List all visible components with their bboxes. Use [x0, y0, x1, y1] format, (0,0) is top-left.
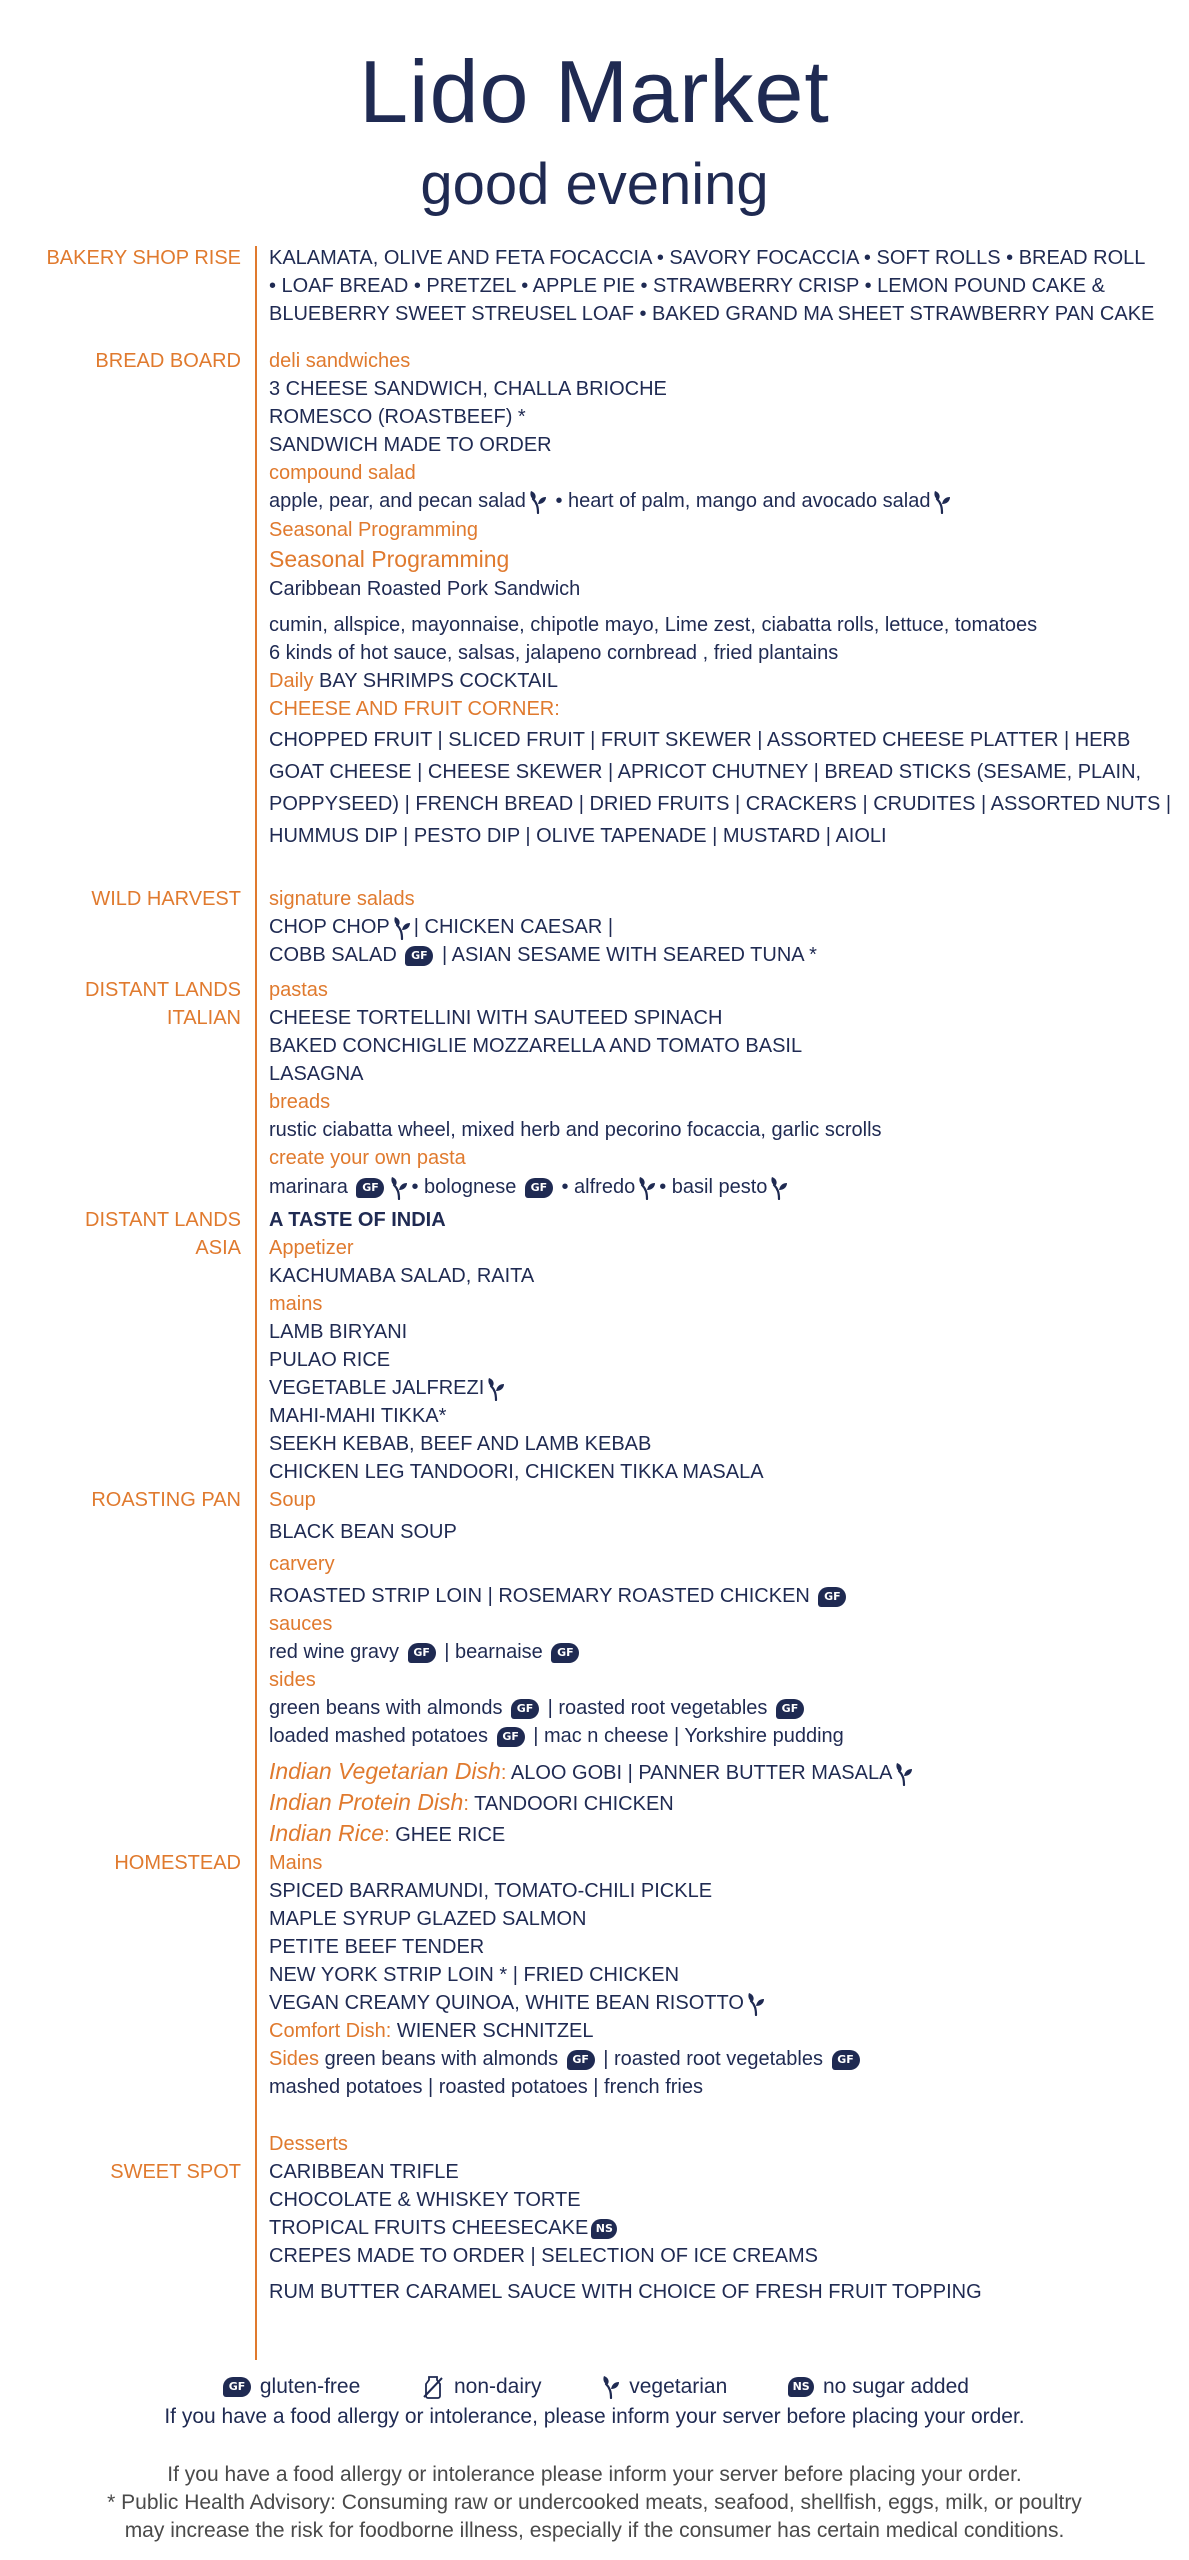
menu-line: [269, 487, 954, 515]
allergy-notice-secondary: If you have a food allergy or intolerance please inform your server before placing your order.: [167, 2463, 1022, 2486]
gluten-free-icon: GF: [818, 1587, 846, 1607]
gluten-free-icon: GF: [567, 2050, 595, 2070]
section-roasting-pan: ROASTING PAN: [91, 1489, 241, 1511]
menu-line: SEEKH KEBAB, BEEF AND LAMB KEBAB: [269, 1433, 652, 1455]
subheading: Appetizer: [269, 1237, 354, 1259]
menu-line: MAPLE SYRUP GLAZED SALMON: [269, 1908, 587, 1930]
legend-item: [220, 2375, 360, 2398]
health-advisory: may increase the risk for foodborne illness, especially if the consumer has certain medical conditions.: [124, 2519, 1065, 2542]
non-dairy-icon: [421, 2375, 445, 2399]
gluten-free-icon: GF: [497, 1727, 525, 1747]
menu-line: mashed potatoes | roasted potatoes | french fries: [269, 2076, 703, 2098]
section-label: DISTANT LANDS: [85, 979, 241, 1001]
subheading: CHEESE AND FRUIT CORNER:: [269, 698, 560, 720]
menu-item: red wine gravy: [269, 1641, 400, 1663]
menu-item: | roasted root vegetables: [603, 2048, 823, 2070]
menu-line: KALAMATA, OLIVE AND FETA FOCACCIA • SAVORY FOCACCIA • SOFT ROLLS • BREAD ROLL: [269, 247, 1146, 269]
subheading: Mains: [269, 1852, 323, 1874]
menu-item: ROASTED STRIP LOIN | ROSEMARY ROASTED CHICKEN: [269, 1585, 810, 1607]
menu-line: HUMMUS DIP | PESTO DIP | OLIVE TAPENADE | MUSTARD | AIOLI: [269, 825, 887, 847]
legend: [0, 2372, 1189, 2402]
menu-item: | bearnaise: [444, 1641, 543, 1663]
menu-line: rustic ciabatta wheel, mixed herb and pecorino focaccia, garlic scrolls: [269, 1119, 882, 1141]
subheading: carvery: [269, 1553, 335, 1575]
vegetarian-icon: [770, 1176, 788, 1200]
health-advisory: * Public Health Advisory: Consuming raw or undercooked meats, seafood, shellfish, eggs, milk, or poultry: [107, 2491, 1082, 2514]
menu-line: KACHUMABA SALAD, RAITA: [269, 1265, 535, 1287]
menu-item: CHOP CHOP: [269, 916, 390, 938]
menu-line: Caribbean Roasted Pork Sandwich: [269, 578, 581, 600]
no-sugar-icon: NS: [591, 2219, 617, 2239]
menu-line: PULAO RICE: [269, 1349, 391, 1371]
menu-item: | ASIAN SESAME WITH SEARED TUNA *: [441, 944, 817, 966]
menu-line: [269, 2214, 620, 2242]
menu-line: GOAT CHEESE | CHEESE SKEWER | APRICOT CHUTNEY | BREAD STICKS (SESAME, PLAIN,: [269, 761, 1142, 783]
vegetarian-icon: [529, 490, 547, 514]
menu-item: | roasted root vegetables: [547, 1697, 768, 1719]
label: Daily: [269, 670, 314, 692]
vegetarian-icon: [638, 1176, 656, 1200]
subheading: compound salad: [269, 462, 416, 484]
menu-line: CARIBBEAN TRIFLE: [269, 2161, 459, 2183]
menu-line: CHEESE TORTELLINI WITH SAUTEED SPINACH: [269, 1007, 723, 1029]
page-title: Lido Market: [359, 42, 830, 141]
menu-line: BAKED CONCHIGLIE MOZZARELLA AND TOMATO BASIL: [269, 1035, 803, 1057]
menu-line: CHICKEN LEG TANDOORI, CHICKEN TIKKA MASALA: [269, 1461, 764, 1483]
vegetarian-icon: [602, 2375, 620, 2399]
menu-item: TROPICAL FRUITS CHEESECAKE: [269, 2217, 589, 2239]
legend-label: non-dairy: [453, 2375, 542, 2398]
subheading: Soup: [269, 1489, 316, 1511]
menu-line: • LOAF BREAD • PRETZEL • APPLE PIE • STRAWBERRY CRISP • LEMON POUND CAKE &: [269, 275, 1105, 297]
legend-item: [785, 2375, 969, 2398]
allergy-notice: If you have a food allergy or intolerance, please inform your server before placing your order.: [164, 2405, 1025, 2428]
menu-divider: [255, 246, 257, 2360]
section-label: DISTANT LANDS: [85, 1209, 241, 1231]
label: Indian Rice: [269, 1820, 385, 1846]
menu-item: green beans with almonds: [324, 2048, 559, 2070]
gluten-free-icon: GF: [511, 1699, 539, 1719]
menu-item: GHEE RICE: [395, 1824, 506, 1846]
gluten-free-icon: GF: [832, 2050, 860, 2070]
legend-item: [599, 2375, 727, 2398]
menu-line: 6 kinds of hot sauce, salsas, jalapeno cornbread , fried plantains: [269, 642, 839, 664]
legend-label: gluten-free: [259, 2375, 361, 2398]
menu-item: VEGAN CREAMY QUINOA, WHITE BEAN RISOTTO: [269, 1992, 744, 2014]
menu-line: BLUEBERRY SWEET STREUSEL LOAF • BAKED GRAND MA SHEET STRAWBERRY PAN CAKE: [269, 303, 1155, 325]
page-subtitle: good evening: [420, 152, 769, 217]
menu-line: [269, 1374, 508, 1402]
vegetarian-icon: [895, 1762, 913, 1786]
subheading: breads: [269, 1091, 331, 1113]
menu-line: [269, 1989, 768, 2017]
menu-item: • basil pesto: [659, 1176, 768, 1198]
menu-line: [269, 1173, 791, 1201]
menu-item: WIENER SCHNITZEL: [396, 2020, 594, 2042]
subheading: pastas: [269, 979, 328, 1001]
menu-line: Indian Vegetarian Dish: ALOO GOBI | PANNER BUTTER MASALA: [269, 1757, 916, 1787]
menu-item: VEGETABLE JALFREZI: [269, 1377, 485, 1399]
legend-item: [418, 2375, 547, 2398]
section-wild-harvest: WILD HARVEST: [91, 888, 241, 910]
menu-item: ALOO GOBI | PANNER BUTTER MASALA: [510, 1762, 893, 1784]
menu-line: [269, 1694, 807, 1722]
menu-item: TANDOORI CHICKEN: [474, 1793, 674, 1815]
subheading: sauces: [269, 1613, 333, 1635]
gluten-free-icon: GF: [356, 1178, 384, 1198]
menu-item: BAY SHRIMPS COCKTAIL: [319, 670, 558, 692]
menu-item: apple, pear, and pecan salad: [269, 490, 526, 512]
subheading: Seasonal Programming: [269, 546, 510, 572]
subheading: A TASTE OF INDIA: [269, 1209, 446, 1231]
menu-item: green beans with almonds: [269, 1697, 503, 1719]
section-bakery-shop-rise: BAKERY SHOP RISE: [46, 247, 241, 269]
subheading: Seasonal Programming: [269, 519, 478, 541]
menu-item: | CHICKEN CAESAR |: [413, 916, 614, 938]
section-label: ITALIAN: [166, 1007, 241, 1029]
section-bread-board: BREAD BOARD: [95, 350, 241, 372]
menu-line: LAMB BIRYANI: [269, 1321, 408, 1343]
gluten-free-icon: GF: [525, 1178, 553, 1198]
subheading: signature salads: [269, 888, 415, 910]
legend-label: vegetarian: [629, 2375, 728, 2398]
label: Indian Vegetarian Dish: [269, 1758, 501, 1784]
vegetarian-icon: [933, 490, 951, 514]
gluten-free-icon: GF: [223, 2377, 251, 2397]
menu-line: CHOCOLATE & WHISKEY TORTE: [269, 2189, 581, 2211]
menu-item: • heart of palm, mango and avocado salad: [555, 490, 931, 512]
menu-line: [269, 913, 613, 941]
menu-line: POPPYSEED) | FRENCH BREAD | DRIED FRUITS | CRACKERS | CRUDITES | ASSORTED NUTS |: [269, 793, 1172, 815]
gluten-free-icon: GF: [551, 1643, 579, 1663]
vegetarian-icon: [393, 916, 411, 940]
menu-line: ROMESCO (ROASTBEEF) *: [269, 406, 526, 428]
subheading: mains: [269, 1293, 323, 1315]
subheading: deli sandwiches: [269, 350, 411, 372]
menu-line: Indian Protein Dish: TANDOORI CHICKEN: [269, 1789, 674, 1815]
subheading: sides: [269, 1669, 316, 1691]
menu-line: NEW YORK STRIP LOIN * | FRIED CHICKEN: [269, 1964, 680, 1986]
label: Sides: [269, 2048, 320, 2070]
gluten-free-icon: GF: [776, 1699, 804, 1719]
menu-line: [269, 1582, 849, 1610]
label: Indian Protein Dish: [269, 1789, 464, 1815]
legend-label: no sugar added: [822, 2375, 969, 2398]
menu-line: CREPES MADE TO ORDER | SELECTION OF ICE CREAMS: [269, 2245, 818, 2267]
section-sweet-spot: SWEET SPOT: [110, 2161, 241, 2183]
menu-line: 3 CHEESE SANDWICH, CHALLA BRIOCHE: [269, 378, 667, 400]
menu-line: cumin, allspice, mayonnaise, chipotle mayo, Lime zest, ciabatta rolls, lettuce, tomatoes: [269, 614, 1038, 636]
menu-item: marinara: [269, 1176, 348, 1198]
menu-line: [269, 1722, 844, 1750]
menu-line: SANDWICH MADE TO ORDER: [269, 434, 552, 456]
menu-line: CHOPPED FRUIT | SLICED FRUIT | FRUIT SKEWER | ASSORTED CHEESE PLATTER | HERB: [269, 729, 1131, 751]
menu-line: [269, 941, 817, 969]
menu-item: • bolognese: [411, 1176, 517, 1198]
subheading: Desserts: [269, 2133, 348, 2155]
section-distant-lands-asia: [21, 1206, 241, 1262]
menu-item: loaded mashed potatoes: [269, 1725, 489, 1747]
section-homestead: HOMESTEAD: [114, 1852, 241, 1874]
menu-line: [269, 2045, 863, 2073]
menu-line: [269, 667, 558, 695]
menu-line: LASAGNA: [269, 1063, 364, 1085]
menu-line: [269, 1638, 582, 1666]
section-label: ASIA: [195, 1237, 241, 1259]
section-distant-lands-italian: [21, 976, 241, 1032]
menu-line: MAHI-MAHI TIKKA*: [269, 1405, 447, 1427]
menu-line: PETITE BEEF TENDER: [269, 1936, 485, 1958]
vegetarian-icon: [487, 1377, 505, 1401]
menu-line: BLACK BEAN SOUP: [269, 1521, 457, 1543]
vegetarian-icon: [747, 1992, 765, 2016]
gluten-free-icon: GF: [405, 946, 433, 966]
menu-line: RUM BUTTER CARAMEL SAUCE WITH CHOICE OF FRESH FRUIT TOPPING: [269, 2281, 982, 2303]
menu-line: Indian Rice: GHEE RICE: [269, 1820, 506, 1846]
menu-item: | mac n cheese | Yorkshire pudding: [533, 1725, 844, 1747]
subheading: create your own pasta: [269, 1147, 466, 1169]
menu-item: COBB SALAD: [269, 944, 397, 966]
menu-line: SPICED BARRAMUNDI, TOMATO-CHILI PICKLE: [269, 1880, 713, 1902]
no-sugar-icon: NS: [788, 2377, 814, 2397]
vegetarian-icon: [390, 1176, 408, 1200]
menu-item: • alfredo: [561, 1176, 636, 1198]
gluten-free-icon: GF: [408, 1643, 436, 1663]
menu-line: [269, 2017, 594, 2045]
label: Comfort Dish:: [269, 2020, 392, 2042]
